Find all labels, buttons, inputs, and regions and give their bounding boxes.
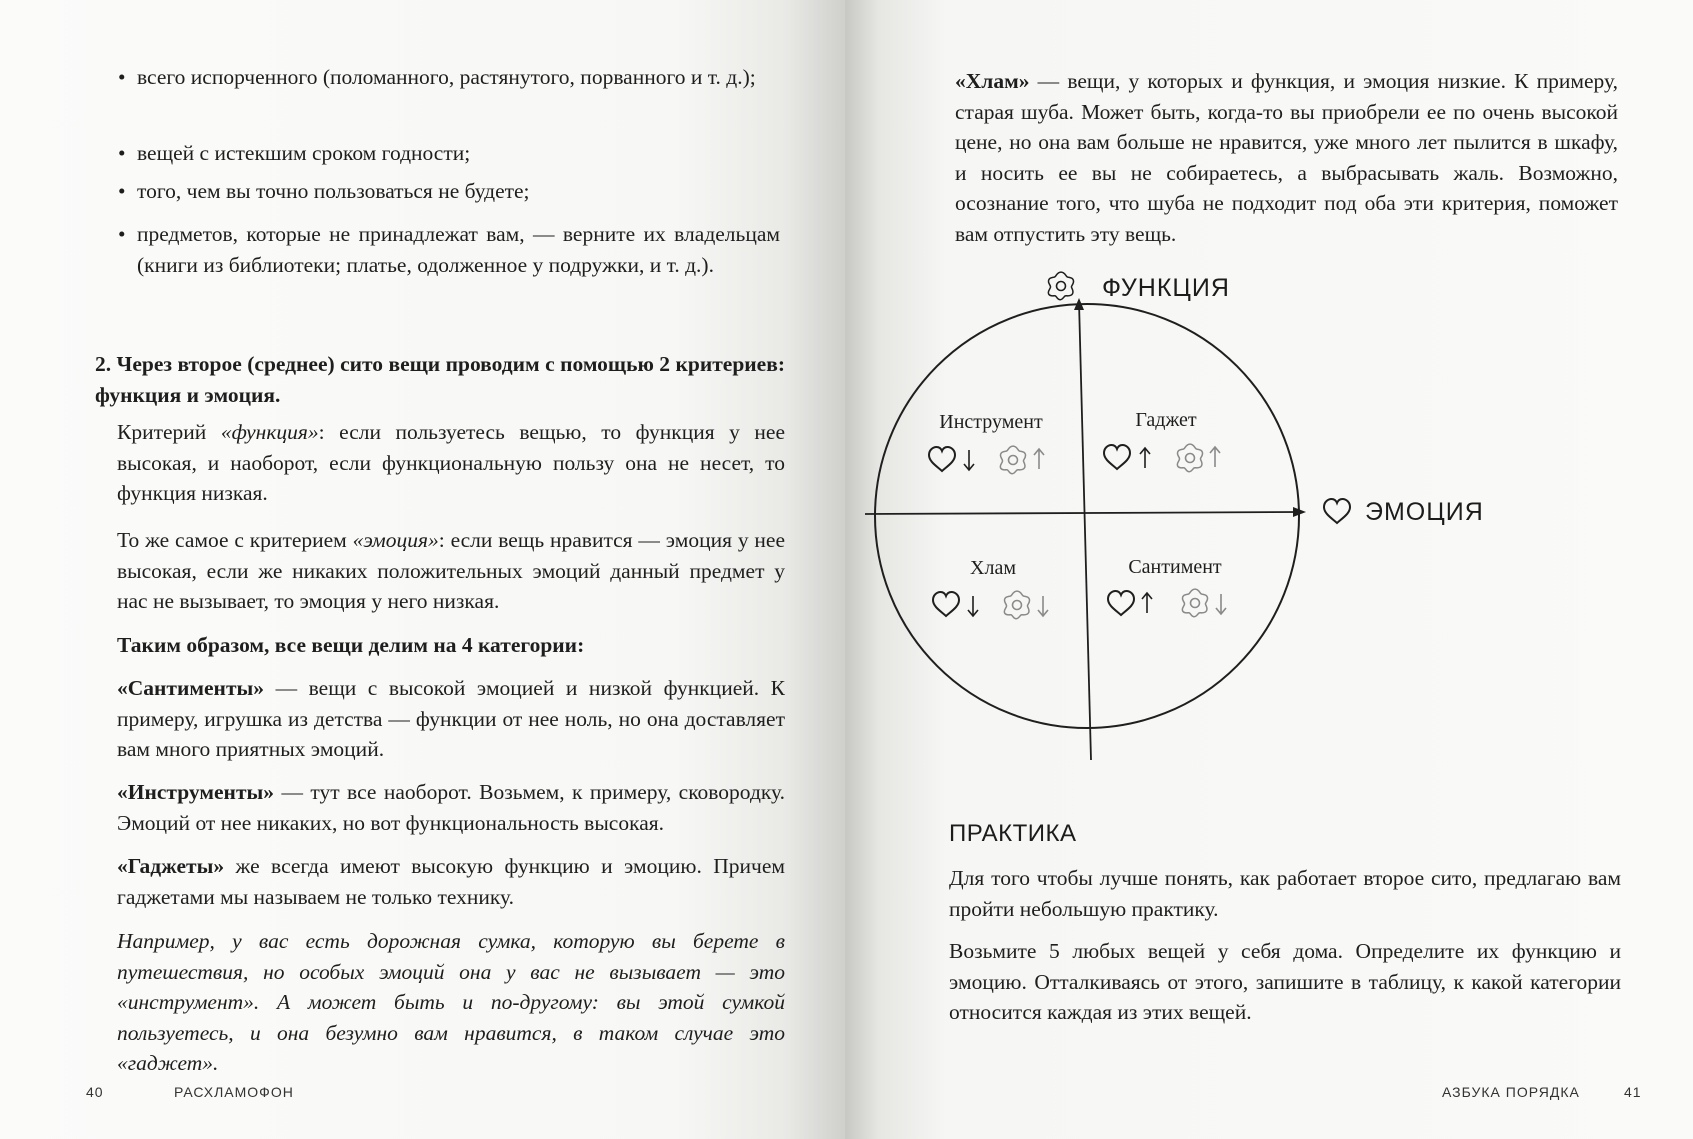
bullet-text: предметов, которые не принадлежат вам, — верните их владельцам (книги из библиотеки; платье, одолженное у подружки, и т. д.). <box>137 222 780 277</box>
gear-flower-icon <box>1182 589 1207 617</box>
bullet-item <box>118 176 780 207</box>
arrow-up-icon <box>1034 449 1044 469</box>
gear-flower-icon <box>1004 591 1029 619</box>
heart-icon <box>1108 591 1134 615</box>
quadrant-label-sentiment: Сантимент <box>1128 556 1222 578</box>
bullet-text: всего испорченного (поломанного, растянутого, порванного и т. д.); <box>137 65 756 89</box>
text-run: — вещи с высокой эмоцией и низкой функцией. К примеру, игрушка из детства — функции от нее ноль, но она доставляет вам много приятных эмоций. <box>117 676 785 761</box>
bullet-item <box>118 138 780 169</box>
arrow-down-icon <box>964 450 974 470</box>
vertical-axis <box>1079 302 1091 760</box>
bullet-dot: • <box>118 222 126 246</box>
text-run: : если пользуетесь вещью, то функция у нее высокая, и наоборот, если функциональную пользу она не несет, то функция низкая. <box>117 420 785 505</box>
bullet-dot: • <box>118 65 126 89</box>
text-run: же всегда имеют высокую функцию и эмоцию. Причем гаджетами мы называем не только технику. <box>117 854 785 909</box>
quadrant-icons-sentiment <box>1108 589 1226 617</box>
bullet-item <box>118 219 780 280</box>
function-criterion-paragraph <box>117 417 785 509</box>
practice-heading: ПРАКТИКА <box>949 820 1077 847</box>
function-term: «функция» <box>220 420 319 444</box>
right-page <box>845 0 1693 1139</box>
arrow-up-icon <box>1210 447 1220 467</box>
quadrant-label-gadget: Гаджет <box>1135 409 1197 431</box>
sentiments-term: «Сантименты» <box>117 676 265 700</box>
running-head-right: АЗБУКА ПОРЯДКА <box>1442 1084 1580 1100</box>
left-page <box>0 0 845 1139</box>
gear-flower-icon <box>1000 446 1025 474</box>
text-run: То же самое с критерием <box>117 528 353 552</box>
page-number-right: 41 <box>1624 1084 1642 1100</box>
practice-paragraph-1: Для того чтобы лучше понять, как работает второе сито, предлагаю вам пройти небольшую практику. <box>949 866 1621 921</box>
bullet-dot: • <box>118 179 126 203</box>
quadrant-label-junk: Хлам <box>970 557 1016 579</box>
heart-icon <box>1104 445 1130 469</box>
quadrant-label-instrument: Инструмент <box>939 411 1043 433</box>
instruments-paragraph <box>117 777 785 838</box>
text-run: — вещи, у которых и функция, и эмоция низкие. К примеру, старая шуба. Может быть, когда-то вы приобрели ее по очень высокой цене, но она вам больше не нравится, уже много лет пылится в шкафу, и носить ее вы не собираетесь, а выбрасывать жаль. Возможно, осознание того, что шуба не подходит под оба эти критерия, поможет вам отпустить эту вещь. <box>955 69 1618 246</box>
text-run: : если вещь нравится — эмоция у нее высокая, если же никаких положительных эмоций данный предмет у нас не вызывает, то эмоция у него низкая. <box>117 528 785 613</box>
bullet-dot: • <box>118 141 126 165</box>
arrow-up-icon <box>1140 448 1150 468</box>
gear-flower-icon <box>1177 444 1202 472</box>
bullet-text: вещей с истекшим сроком годности; <box>137 141 471 165</box>
arrow-up-icon <box>1142 593 1152 613</box>
arrow-down-icon <box>1038 596 1048 616</box>
arrow-down-icon <box>1216 594 1226 614</box>
gadgets-term: «Гаджеты» <box>117 854 225 878</box>
function-emotion-diagram <box>845 260 1693 820</box>
text-run: — тут все наоборот. Возьмем, к примеру, сковородку. Эмоций от нее никаких, но вот функциональность высокая. <box>117 780 785 835</box>
running-head-left: РАСХЛАМОФОН <box>174 1084 294 1100</box>
text-run: Критерий <box>117 420 221 444</box>
gadgets-paragraph <box>117 851 785 912</box>
instruments-term: «Инструменты» <box>117 780 275 804</box>
bullet-text: того, чем вы точно пользоваться не будете; <box>137 179 530 203</box>
quadrant-icons-gadget <box>1104 444 1220 472</box>
axis-x-label: ЭМОЦИЯ <box>1365 498 1484 526</box>
bullet-item <box>118 62 780 93</box>
heart-icon <box>933 592 959 616</box>
heart-icon <box>929 447 955 471</box>
emotion-term: «эмоция» <box>352 528 439 552</box>
practice-paragraph-2: Возьмите 5 любых вещей у себя дома. Определите их функцию и эмоцию. Отталкиваясь от этого, запишите в таблицу, к какой категории относится каждая из этих вещей. <box>949 939 1621 1024</box>
junk-term: «Хлам» <box>955 69 1030 93</box>
quadrant-icons-junk <box>933 591 1048 619</box>
summary-line: Таким образом, все вещи делим на 4 категории: <box>117 633 585 657</box>
heart-icon <box>1324 499 1350 523</box>
sentiments-paragraph <box>117 673 785 765</box>
page-number-left: 40 <box>86 1084 104 1100</box>
gear-flower-icon <box>1048 272 1073 300</box>
quadrant-icons-instrument <box>929 446 1044 474</box>
point-2-heading: 2. Через второе (среднее) сито вещи проводим с помощью 2 критериев: функция и эмоция. <box>95 352 785 407</box>
arrow-down-icon <box>968 596 978 616</box>
diagram-circle <box>875 304 1299 728</box>
horizontal-axis <box>865 512 1300 514</box>
emotion-criterion-paragraph <box>117 525 785 617</box>
junk-paragraph <box>955 66 1618 249</box>
example-paragraph: Например, у вас есть дорожная сумка, которую вы берете в путешествия, но особых эмоций она у вас не вызывает — это «инструмент». А может быть и по-другому: вы этой сумкой пользуетесь, и она безумно вам нравится, в таком случае это «гаджет». <box>117 929 785 1075</box>
axis-y-label: ФУНКЦИЯ <box>1102 274 1230 302</box>
